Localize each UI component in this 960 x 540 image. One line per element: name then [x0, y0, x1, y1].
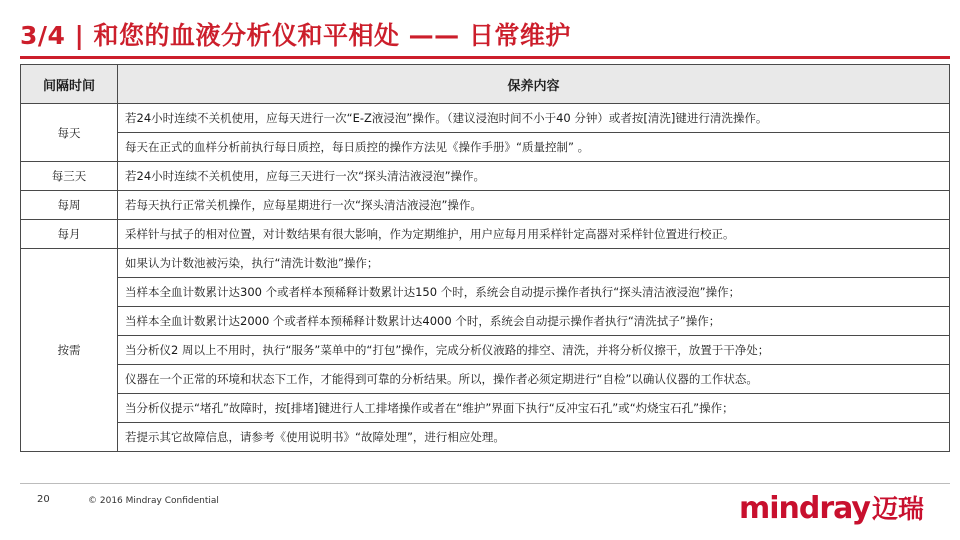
table-row [21, 249, 950, 278]
page-number: 20 [37, 494, 50, 505]
page-title: 3/4 | 和您的血液分析仪和平相处 —— 日常维护 [20, 21, 571, 50]
table-row [21, 104, 950, 133]
table-row [21, 365, 950, 394]
content-cell: 采样针与拭子的相对位置，对计数结果有很大影响，作为定期维护，用户应每月用采样针定高器对采样针位置进行校正。 [118, 220, 950, 249]
table-row [21, 394, 950, 423]
interval-cell: 每三天 [21, 162, 118, 191]
interval-cell: 每天 [21, 104, 118, 162]
logo-latin-text: mindray [738, 491, 870, 526]
content-cell: 若提示其它故障信息，请参考《使用说明书》“故障处理”，进行相应处理。 [118, 423, 950, 452]
footer-divider [20, 483, 950, 484]
content-cell: 若24小时连续不关机使用，应每三天进行一次“探头清洁液浸泡”操作。 [118, 162, 950, 191]
interval-cell: 按需 [21, 249, 118, 452]
mindray-logo [739, 489, 924, 526]
content-cell: 当样本全血计数累计达300 个或者样本预稀释计数累计达150 个时，系统会自动提示操作者执行“探头清洁液浸泡”操作； [118, 278, 950, 307]
interval-cell: 每周 [21, 191, 118, 220]
interval-cell: 每月 [21, 220, 118, 249]
table-row [21, 278, 950, 307]
content-cell: 若每天执行正常关机操作，应每星期进行一次“探头清洁液浸泡”操作。 [118, 191, 950, 220]
header-content: 保养内容 [118, 65, 950, 104]
logo-chinese-text: 迈瑞 [871, 495, 924, 525]
maintenance-table [20, 64, 950, 452]
title-divider [20, 56, 950, 59]
content-cell: 当样本全血计数累计达2000 个或者样本预稀释计数累计达4000 个时，系统会自动提示操作者执行“清洗拭子”操作； [118, 307, 950, 336]
content-cell: 当分析仪2 周以上不用时，执行“服务”菜单中的“打包”操作，完成分析仪液路的排空、清洗，并将分析仪擦干，放置于干净处； [118, 336, 950, 365]
table-row [21, 423, 950, 452]
header-interval: 间隔时间 [21, 65, 118, 104]
content-cell: 当分析仪提示“堵孔”故障时，按[排堵]键进行人工排堵操作或者在“维护”界面下执行“反冲宝石孔”或“灼烧宝石孔”操作； [118, 394, 950, 423]
copyright-notice: © 2016 Mindray Confidential [88, 496, 219, 506]
table-header-row [21, 65, 950, 104]
content-cell: 每天在正式的血样分析前执行每日质控，每日质控的操作方法见《操作手册》“质量控制” 。 [118, 133, 950, 162]
table-row [21, 336, 950, 365]
content-cell: 仪器在一个正常的环境和状态下工作，才能得到可靠的分析结果。所以，操作者必须定期进行“自检”以确认仪器的工作状态。 [118, 365, 950, 394]
table-row [21, 133, 950, 162]
table-row [21, 307, 950, 336]
content-cell: 如果认为计数池被污染，执行“清洗计数池”操作； [118, 249, 950, 278]
content-cell: 若24小时连续不关机使用，应每天进行一次“E-Z液浸泡”操作。（建议浸泡时间不小于40 分钟）或者按[清洗]键进行清洗操作。 [118, 104, 950, 133]
table-row [21, 220, 950, 249]
table-row [21, 162, 950, 191]
table-row [21, 191, 950, 220]
